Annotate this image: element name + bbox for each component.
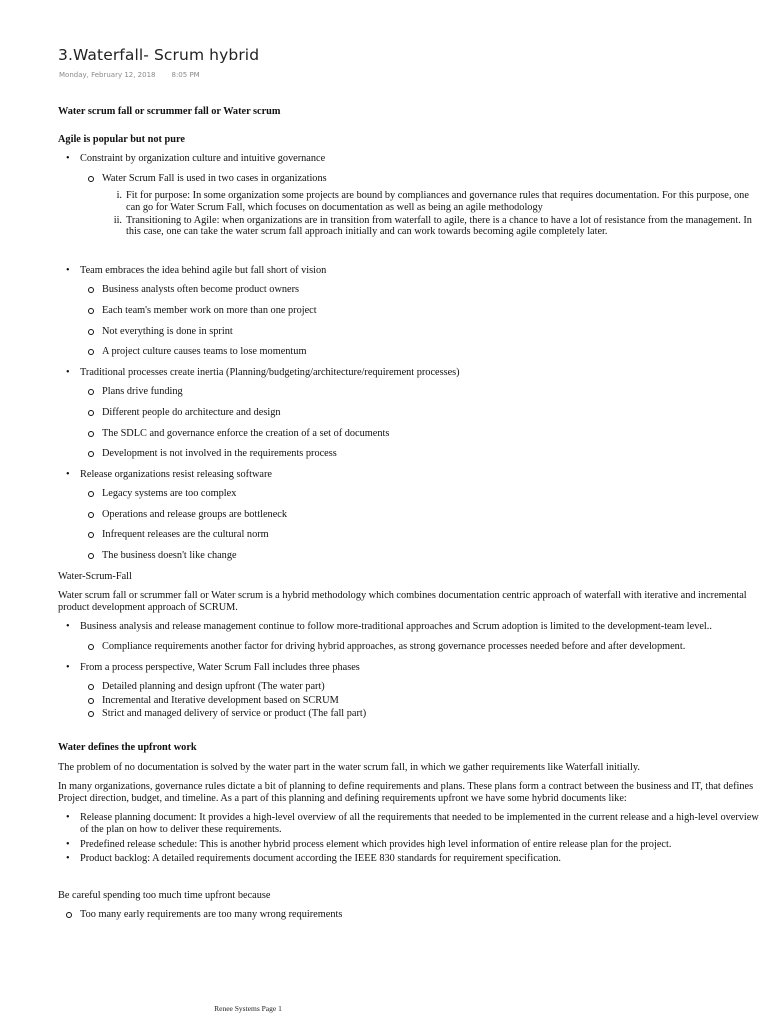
list-item: • Release planning document: It provides a high-level overview of all the requirements that needed to be implemented in the current release and a high-level overview of the plan on how to deliver these requirements. — [58, 812, 764, 835]
list-item — [102, 190, 764, 213]
list-item: Too many early requirements are too many wrong requirements — [58, 909, 764, 921]
list-item-text: Constraint by organization culture and intuitive governance — [80, 153, 326, 165]
list-item: • Product backlog: A detailed requirements document according the IEEE 830 standards for requirement specification. — [58, 853, 764, 865]
wsf-label: Water-Scrum-Fall — [58, 570, 132, 582]
page-title: 3.Waterfall- Scrum hybrid — [58, 46, 260, 64]
section4-list — [58, 812, 764, 864]
list-item — [58, 469, 764, 562]
list-item-text: Business analysis and release management continue to follow more-traditional approaches and Scrum adoption is limited to the development-team level.. — [80, 621, 712, 633]
sublist — [80, 284, 764, 357]
list-item-text: Traditional processes create inertia (Planning/budgeting/architecture/requirement processes) — [80, 366, 460, 378]
section2-list — [58, 265, 764, 562]
sublist — [80, 386, 764, 459]
list-item: Infrequent releases are the cultural norm — [80, 529, 764, 541]
sublist — [80, 488, 764, 561]
list-item-text: Team embraces the idea behind agile but fall short of vision — [80, 264, 327, 276]
list-item — [102, 215, 764, 238]
paragraph: The problem of no documentation is solved by the water part in the water scrum fall, in which we gather requirements like Waterfall initially. — [58, 761, 640, 773]
list-item — [58, 621, 764, 652]
list-number: i. — [116, 190, 122, 202]
section1-list — [58, 153, 764, 238]
page-footer: Renee Systems Page 1 — [214, 1004, 282, 1013]
list-item: Business analysts often become product owners — [80, 284, 764, 296]
list-item: The business doesn't like change — [80, 550, 764, 562]
list-item: Strict and managed delivery of service or product (The fall part) — [80, 708, 764, 720]
document-body — [58, 106, 764, 930]
list-item: Compliance requirements another factor for driving hybrid approaches, as strong governance processes needed before and after development. — [80, 641, 764, 653]
sublist — [80, 173, 764, 238]
list-item-text: Fit for purpose: In some organization some projects are bound by compliances and governance rules that requires documentation. For this purpose, one can go for Water Scrum Fall, which focuses on documentation as well as being an agile methodology — [126, 190, 749, 213]
page-meta — [59, 71, 200, 79]
list-item: The SDLC and governance enforce the creation of a set of documents — [80, 428, 764, 440]
list-item: Operations and release groups are bottleneck — [80, 509, 764, 521]
heading-water-upfront: Water defines the upfront work — [58, 742, 197, 753]
list-item — [58, 153, 764, 238]
paragraph: Be careful spending too much time upfront because — [58, 889, 271, 901]
list-item: • Predefined release schedule: This is another hybrid process element which provides high level information of entire release plan for the project. — [58, 839, 764, 851]
list-item: Plans drive funding — [80, 386, 764, 398]
sublist — [80, 641, 764, 653]
heading-agile-popular: Agile is popular but not pure — [58, 133, 185, 145]
list-item: Each team's member work on more than one project — [80, 305, 764, 317]
meta-time: 8:05 PM — [171, 71, 200, 79]
list-item-text: Transitioning to Agile: when organizations are in transition from waterfall to agile, there is a chance to have a lot of resistance from the management. In this case, one can take the water scrum fall approach initially and can work towards becoming agile completely later. — [126, 214, 752, 238]
list-item: Incremental and Iterative development based on SCRUM — [80, 695, 764, 707]
list-item: Not everything is done in sprint — [80, 326, 764, 338]
list-item-text: Release organizations resist releasing software — [80, 468, 272, 480]
list-item: A project culture causes teams to lose momentum — [80, 346, 764, 358]
list-item: Different people do architecture and design — [80, 407, 764, 419]
section3-list — [58, 621, 764, 720]
list-item: Detailed planning and design upfront (The water part) — [80, 681, 764, 693]
list-item: Legacy systems are too complex — [80, 488, 764, 500]
paragraph: In many organizations, governance rules dictate a bit of planning to define requirements and plans. These plans form a contract between the business and IT, that defines Project direction, budget, and timeline. As a part of this planning and defining requirements upfront we have some hybrid documents like: — [58, 781, 754, 804]
meta-date: Monday, February 12, 2018 — [59, 71, 156, 79]
list-item: Development is not involved in the requirements process — [80, 448, 764, 460]
heading-water-scrum-fall: Water scrum fall or scrummer fall or Water scrum — [58, 106, 281, 117]
careful-list — [58, 909, 764, 921]
list-item — [58, 367, 764, 460]
list-item — [80, 173, 764, 238]
numbered-list — [102, 190, 764, 237]
list-number: ii. — [113, 214, 122, 226]
sublist — [80, 681, 764, 720]
list-item — [58, 265, 764, 358]
list-item-text: From a process perspective, Water Scrum Fall includes three phases — [80, 661, 360, 673]
list-item — [58, 662, 764, 720]
list-item-text: Water Scrum Fall is used in two cases in organizations — [102, 172, 327, 184]
wsf-paragraph: Water scrum fall or scrummer fall or Water scrum is a hybrid methodology which combines documentation centric approach of waterfall with iterative and incremental product development approach of SCRUM. — [58, 590, 747, 613]
